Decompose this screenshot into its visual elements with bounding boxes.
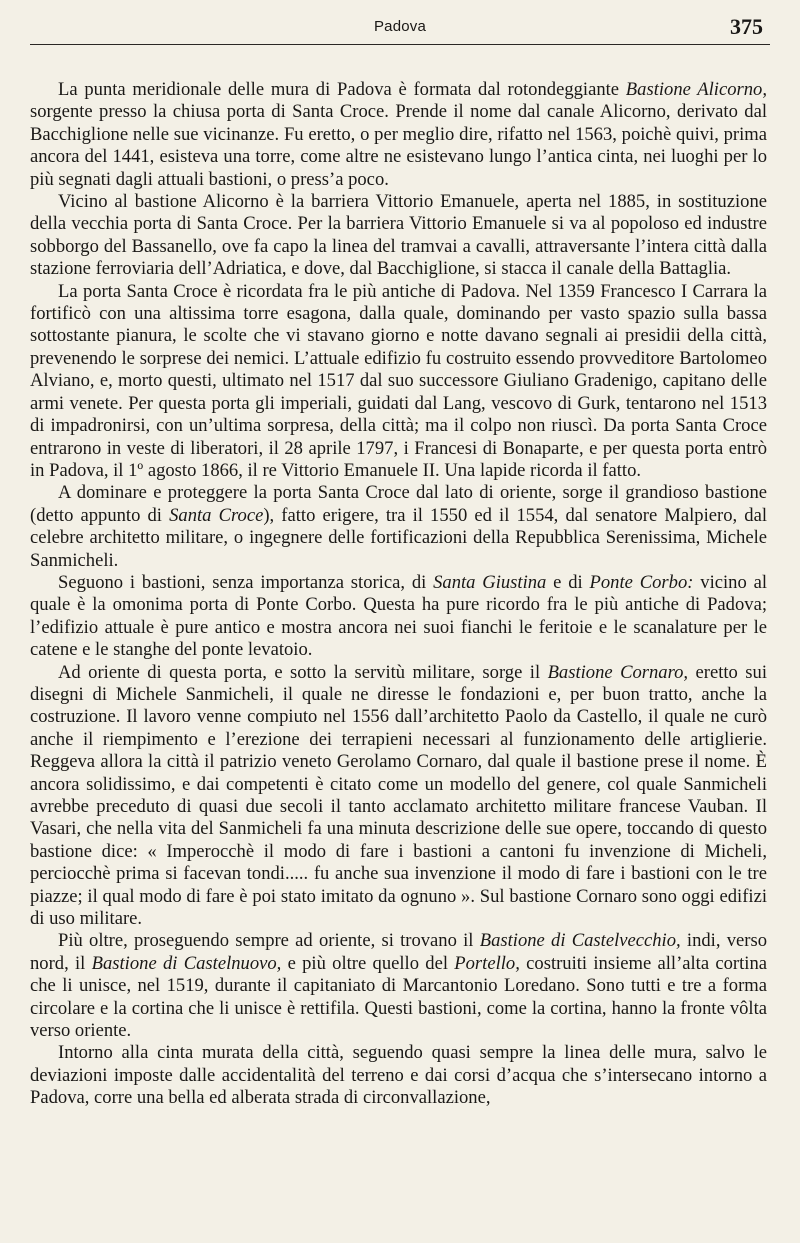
- running-title: Padova: [373, 18, 427, 35]
- italic-term: Ponte Corbo:: [589, 571, 694, 593]
- paragraph-porta-santa-croce: La porta Santa Croce è ricordata fra le più antiche di Padova. Nel 1359 Francesco I Carrara la fortificò con una altissima torre esagona, dalla quale, dominando per vasto spazio sulla bassa sottostante pianura, le scolte che vi stavano giorno e notte davano segnali ai presidii della città, prevenendo le sorprese dei nemici. L’attuale edifizio fu costruito essendo provveditore Bartolomeo Alviano, e, morto questi, ultimato nel 1517 dal suo successore Giuliano Gradenigo, capitano delle armi venete. Per questa porta gli imperiali, guidati dal Lang, vescovo di Gurk, tentarono nel 1513 di impadronirsi, con un’ultima sorpresa, della città; ma il colpo non riuscì. Da porta Santa Croce entrarono in veste di liberatori, il 28 aprile 1797, i Francesi di Bonaparte, e per questa porta entrò in Padova, il 1º agosto 1866, il re Vittorio Emanuele II. Una lapide ricorda il fatto.: [30, 280, 767, 481]
- page-number: 375: [730, 14, 763, 39]
- italic-term: Portello,: [454, 952, 520, 974]
- header-rule: [30, 44, 770, 45]
- paragraph-bastione-santa-croce: A dominare e proteggere la porta Santa Croce dal lato di oriente, sorge il grandioso bastione (detto appunto di Santa Croce), fatto erigere, tra il 1550 ed il 1554, dal senatore Malpiero, dal celebre architetto militare, o ingegnere delle fortificazioni della Repubblica Serenissima, Michele Sanmicheli.: [30, 482, 767, 571]
- paragraph-bastione-cornaro: Ad oriente di questa porta, e sotto la servitù militare, sorge il Bastione Cornaro, eretto sui disegni di Michele Sanmicheli, il quale ne diresse le fondazioni e, per buon tratto, anche la costruzione. Il lavoro venne compiuto nel 1556 dall’architetto Paolo da Castello, il quale ne curò anche il riempimento e l’erezione dei terrapieni necessari al funzionamento delle artiglierie. Reggeva allora la città il patrizio veneto Gerolamo Cornaro, dal quale il bastione prese il nome. È ancora solidissimo, e dai competenti è citato come un modello del genere, col quale Sanmicheli avrebbe preceduto di quasi due secoli il tanto acclamato architetto militare francese Vauban. Il Vasari, che nella vita del Sanmicheli fa una minuta descrizione delle sue opere, toccando di questo bastione dice: « Imperocchè il modo di fare i bastioni a cantoni fu invenzione di Micheli, perciocchè prima si facevan tondi..... fu anche sua invenzione il modo di fare i bastioni con le tre piazze; il qual modo di fare è poi stato imitato da ognuno ». Sul bastione Cornaro sono oggi edifizi di uso militare.: [30, 661, 767, 930]
- paragraph-circonvallazione: Intorno alla cinta murata della città, seguendo quasi sempre la linea delle mura, salvo le deviazioni imposte dalle accidentalità del terreno e dai corsi d’acqua che s’intersecano intorno a Padova, corre una bella ed alberata strada di circonvallazione,: [30, 1042, 767, 1109]
- italic-term: Santa Giustina: [433, 571, 547, 593]
- italic-term: Bastione di Castelvecchio,: [479, 930, 681, 952]
- italic-term: Bastione Cornaro,: [547, 661, 689, 683]
- italic-term: Bastione di Castelnuovo,: [91, 952, 282, 974]
- paragraph-barriera-vittorio-emanuele: Vicino al bastione Alicorno è la barriera Vittorio Emanuele, aperta nel 1885, in sostituzione della vecchia porta di Santa Croce. Per la barriera Vittorio Emanuele si va al popoloso ed industre sobborgo del Bassanello, ove fa capo la linea del tramvai a cavalli, attraversante l’intera città dalla stazione ferroviaria dell’Adriatica, e dove, dal Bacchiglione, si stacca il canale della Battaglia.: [30, 191, 767, 280]
- italic-term: Santa Croce: [169, 504, 264, 526]
- body-text: [30, 79, 767, 1110]
- paragraph-bastione-alicorno: La punta meridionale delle mura di Padova è formata dal rotondeggiante Bastione Alicorno, sorgente presso la chiusa porta di Santa Croce. Prende il nome dal canale Alicorno, derivato dal Bacchiglione nelle sue vicinanze. Fu eretto, o per meglio dire, rifatto nel 1563, poichè quivi, prima ancora del 1441, esisteva una torre, come altre ne esistevano lungo l’antica cinta, nei luoghi per lo più segnati dagli attuali bastioni, o press’a poco.: [30, 79, 767, 190]
- paragraph-castelvecchio-portello: Più oltre, proseguendo sempre ad oriente, si trovano il Bastione di Castelvecchio, indi, verso nord, il Bastione di Castelnuovo, e più oltre quello del Portello, costruiti insieme all’alta cortina che li unisce, nel 1519, durante il capitaniato di Marcantonio Loredano. Sono tutti e tre a forma circolare e la cortina che li unisce è rettifila. Questi bastioni, come la cortina, hanno la fronte vôlta verso oriente.: [30, 930, 767, 1042]
- paragraph-ponte-corbo: Seguono i bastioni, senza importanza storica, di Santa Giustina e di Ponte Corbo: vicino al quale è la omonima porta di Ponte Corbo. Questa ha pure ricordo fra le più antiche di Padova; l’edifizio attuale è pure antico e mostra ancora nei suoi fianchi le feritoie e le scanalature per le catene e le stanghe del ponte levatoio.: [30, 571, 767, 661]
- italic-term: Bastione Alicorno,: [625, 79, 767, 100]
